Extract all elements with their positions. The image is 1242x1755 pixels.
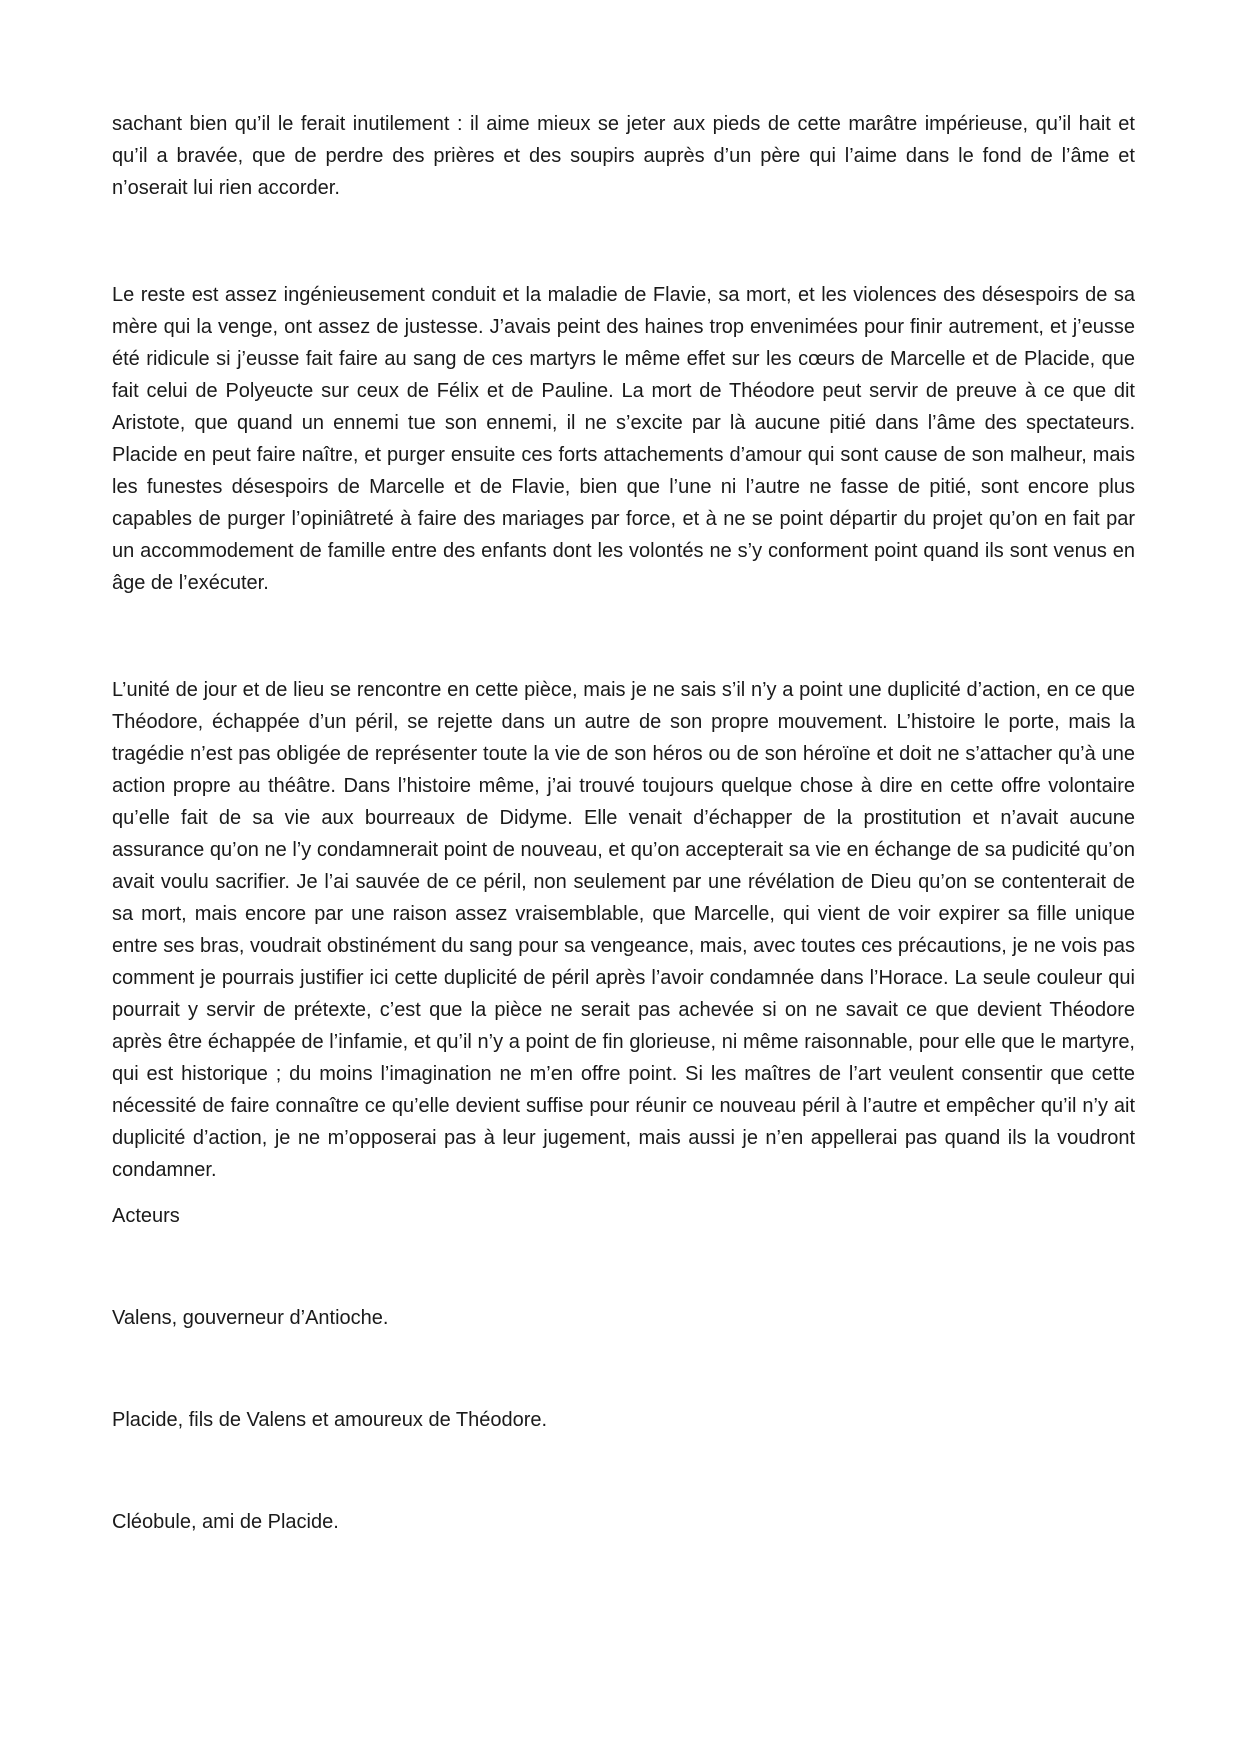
spacer: [112, 1232, 1135, 1302]
paragraph-1: sachant bien qu’il le ferait inutilement : il aime mieux se jeter aux pieds de cette marâtre impérieuse, qu’il hait et qu’il a bravée, que de perdre des prières et des soupirs auprès d’un père qui l’aime dans le fond de l’âme et n’oserait lui rien accorder.: [112, 113, 1135, 199]
actors-heading: Acteurs: [112, 1205, 180, 1227]
spacer: [112, 1186, 1135, 1200]
document-page: [112, 108, 1135, 1538]
paragraph-2: Le reste est assez ingénieusement conduit et la maladie de Flavie, sa mort, et les violences des désespoirs de sa mère qui la venge, ont assez de justesse. J’avais peint des haines trop envenimées pour finir autrement, et j’eusse été ridicule si j’eusse fait faire au sang de ces martyrs le même effet sur les cœurs de Marcelle et de Placide, que fait celui de Polyeucte sur ceux de Félix et de Pauline. La mort de Théodore peut servir de preuve à ce que dit Aristote, que quand un ennemi tue son ennemi, il ne s’excite par là aucune pitié dans l’âme des spectateurs. Placide en peut faire naître, et purger ensuite ces forts attachements d’amour qui sont cause de son malheur, mais les funestes désespoirs de Marcelle et de Flavie, bien que l’une ni l’autre ne fasse de pitié, sont encore plus capables de purger l’opiniâtreté à faire des mariages par force, et à ne se point départir du projet qu’on en fait par un accommodement de famille entre des enfants dont les volontés ne s’y conforment point quand ils sont venus en âge de l’exécuter.: [112, 284, 1135, 594]
spacer: [112, 599, 1135, 674]
spacer: [112, 1436, 1135, 1506]
spacer: [112, 1334, 1135, 1404]
paragraph-3: L’unité de jour et de lieu se rencontre en cette pièce, mais je ne sais s’il n’y a point une duplicité d’action, en ce que Théodore, échappée d’un péril, se rejette dans un autre de son propre mouvement. L’histoire le porte, mais la tragédie n’est pas obligée de représenter toute la vie de son héros ou de son héroïne et doit ne s’attacher qu’à une action propre au théâtre. Dans l’histoire même, j’ai trouvé toujours quelque chose à dire en cette offre volontaire qu’elle fait de sa vie aux bourreaux de Didyme. Elle venait d’échapper de la prostitution et n’avait aucune assurance qu’on ne l’y condamnerait point de nouveau, et qu’on accepterait sa vie en échange de sa pudicité qu’on avait voulu sacrifier. Je l’ai sauvée de ce péril, non seulement par une révélation de Dieu qu’on se contenterait de sa mort, mais encore par une raison assez vraisemblable, que Marcelle, qui vient de voir expirer sa fille unique entre ses bras, voudrait obstinément du sang pour sa vengeance, mais, avec toutes ces précautions, je ne vois pas comment je pourrais justifier ici cette duplicité de péril après l’avoir condamnée dans l’Horace. La seule couleur qui pourrait y servir de prétexte, c’est que la pièce ne serait pas achevée si on ne savait ce que devient Théodore après être échappée de l’infamie, et qu’il n’y a point de fin glorieuse, ni même raisonnable, pour elle que le martyre, qui est historique ; du moins l’imagination ne m’en offre point. Si les maîtres de l’art veulent consentir que cette nécessité de faire connaître ce qu’elle devient suffise pour réunir ce nouveau péril à l’autre et empêcher qu’il n’y ait duplicité d’action, je ne m’opposerai pas à leur jugement, mais aussi je n’en appellerai pas quand ils la voudront condamner.: [112, 679, 1135, 1181]
spacer: [112, 204, 1135, 279]
actor-placide: Placide, fils de Valens et amoureux de Théodore.: [112, 1409, 548, 1431]
actor-cleobule: Cléobule, ami de Placide.: [112, 1511, 339, 1533]
actor-valens: Valens, gouverneur d’Antioche.: [112, 1307, 389, 1329]
